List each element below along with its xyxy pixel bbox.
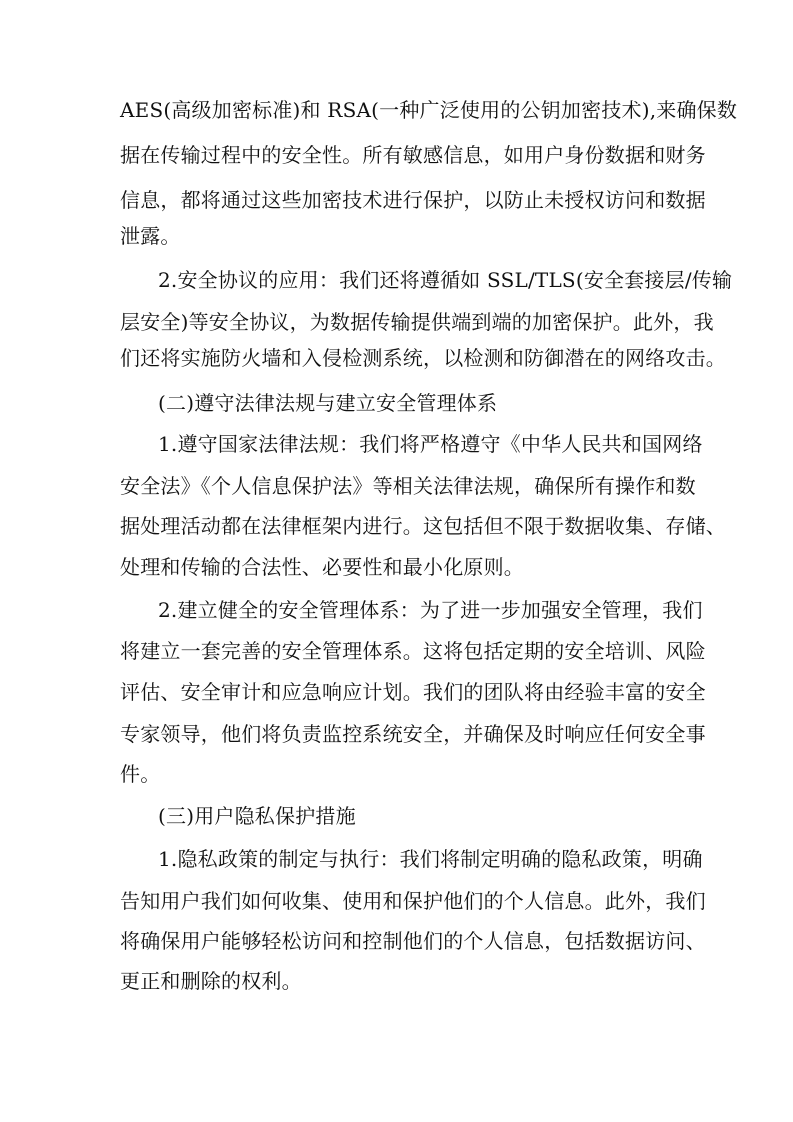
text-line: 泄露。 bbox=[120, 224, 181, 248]
text-line: AES(高级加密标准)和 RSA(一种广泛使用的公钥加密技术),来确保数 bbox=[120, 98, 738, 122]
text-line: 据处理活动都在法律框架内进行。这包括但不限于数据收集、存储、 bbox=[120, 514, 726, 538]
text-line: 们还将实施防火墙和入侵检测系统，以检测和防御潜在的网络攻击。 bbox=[120, 346, 726, 370]
text-line: 评估、安全审计和应急响应计划。我们的团队将由经验丰富的安全 bbox=[120, 680, 706, 704]
text-line: 层安全)等安全协议，为数据传输提供端到端的加密保护。此外，我 bbox=[120, 310, 714, 334]
section-heading: (二)遵守法律法规与建立安全管理体系 bbox=[158, 391, 498, 415]
text-line: 1.隐私政策的制定与执行：我们将制定明确的隐私政策，明确 bbox=[158, 847, 703, 871]
text-line: 将确保用户能够轻松访问和控制他们的个人信息，包括数据访问、 bbox=[120, 929, 706, 953]
text-line: 2.建立健全的安全管理体系：为了进一步加强安全管理，我们 bbox=[158, 598, 703, 622]
text-line: 专家领导，他们将负责监控系统安全，并确保及时响应任何安全事 bbox=[120, 722, 706, 746]
text-line: 更正和删除的权利。 bbox=[120, 969, 302, 993]
text-line: 告知用户我们如何收集、使用和保护他们的个人信息。此外，我们 bbox=[120, 889, 706, 913]
text-line: 处理和传输的合法性、必要性和最小化原则。 bbox=[120, 555, 524, 579]
text-line: 2.安全协议的应用：我们还将遵循如 SSL/TLS(安全套接层/传输 bbox=[158, 268, 733, 292]
text-line: 安全法》《个人信息保护法》等相关法律法规，确保所有操作和数 bbox=[120, 474, 696, 498]
text-line: 信息，都将通过这些加密技术进行保护，以防止未授权访问和数据 bbox=[120, 188, 706, 212]
text-line: 将建立一套完善的安全管理体系。这将包括定期的安全培训、风险 bbox=[120, 639, 706, 663]
text-line: 件。 bbox=[120, 762, 161, 786]
text-line: 1.遵守国家法律法规：我们将严格遵守《中华人民共和国网络 bbox=[158, 432, 703, 456]
text-line: 据在传输过程中的安全性。所有敏感信息，如用户身份数据和财务 bbox=[120, 143, 706, 167]
section-heading: (三)用户隐私保护措施 bbox=[158, 804, 356, 828]
